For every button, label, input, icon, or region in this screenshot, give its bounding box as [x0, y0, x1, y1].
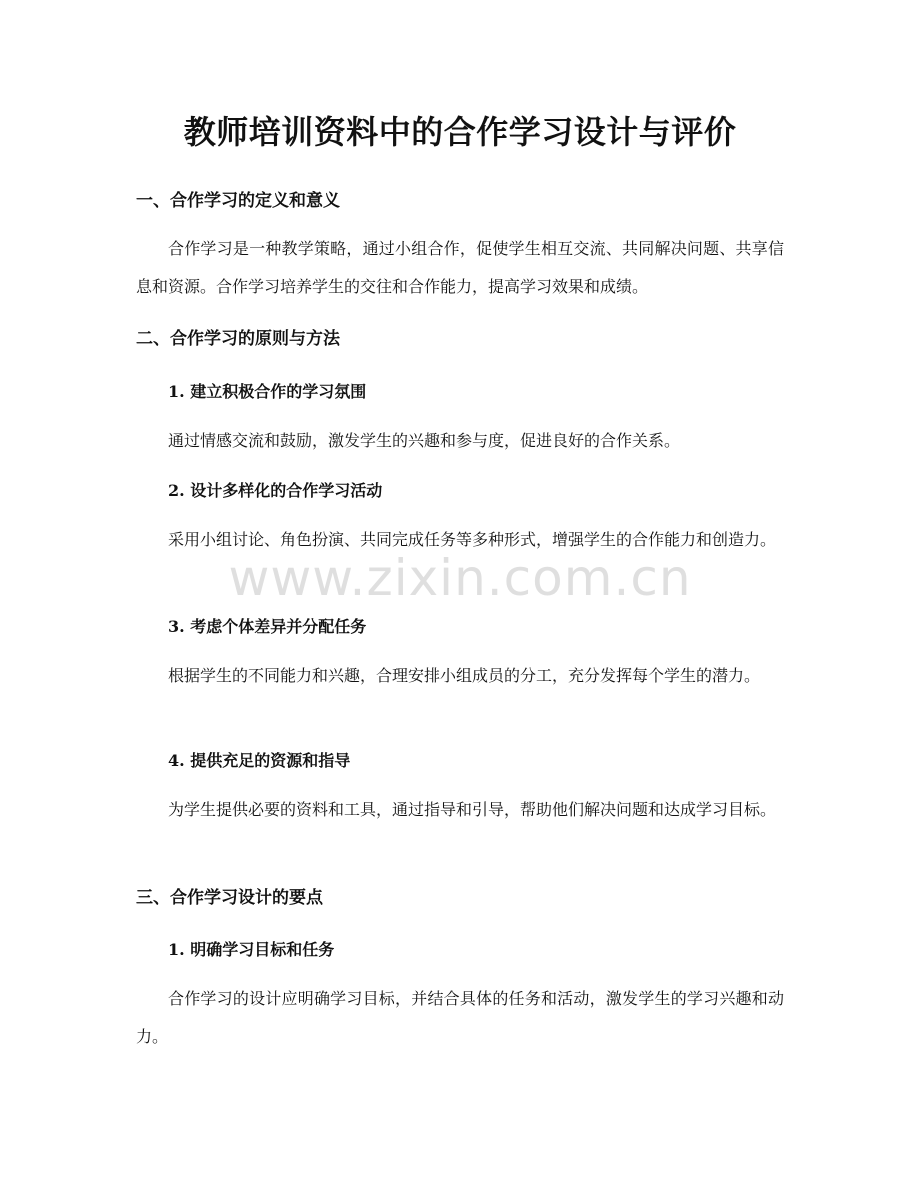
paragraph-differences: 根据学生的不同能力和兴趣，合理安排小组成员的分工，充分发挥每个学生的潜力。 — [168, 666, 761, 685]
subheading-differences: 3. 考虑个体差异并分配任务 — [168, 617, 367, 636]
subheading-activities: 2. 设计多样化的合作学习活动 — [168, 481, 383, 500]
subheading-goals: 1. 明确学习目标和任务 — [168, 940, 335, 959]
section-heading-design-points: 三、合作学习设计的要点 — [136, 888, 323, 908]
section-paragraph-definition: 合作学习是一种教学策略，通过小组合作，促使学生相互交流、共同解决问题、共享信息和资源。合作学习培养学生的交往和合作能力，提高学习效果和成绩。 — [136, 239, 784, 296]
section-heading-principles: 二、合作学习的原则与方法 — [136, 329, 340, 349]
section-heading-definition: 一、合作学习的定义和意义 — [136, 191, 340, 211]
paragraph-goals: 合作学习的设计应明确学习目标，并结合具体的任务和活动，激发学生的学习兴趣和动力。 — [136, 989, 784, 1046]
watermark: www.zixin.com.cn — [228, 549, 692, 607]
subheading-atmosphere: 1. 建立积极合作的学习氛围 — [168, 382, 367, 401]
paragraph-activities: 采用小组讨论、角色扮演、共同完成任务等多种形式，增强学生的合作能力和创造力。 — [168, 530, 777, 549]
paragraph-resources: 为学生提供必要的资料和工具，通过指导和引导，帮助他们解决问题和达成学习目标。 — [168, 800, 777, 819]
paragraph-atmosphere: 通过情感交流和鼓励，激发学生的兴趣和参与度，促进良好的合作关系。 — [168, 431, 681, 450]
document-title: 教师培训资料中的合作学习设计与评价 — [183, 113, 737, 151]
subheading-resources: 4. 提供充足的资源和指导 — [168, 751, 351, 770]
